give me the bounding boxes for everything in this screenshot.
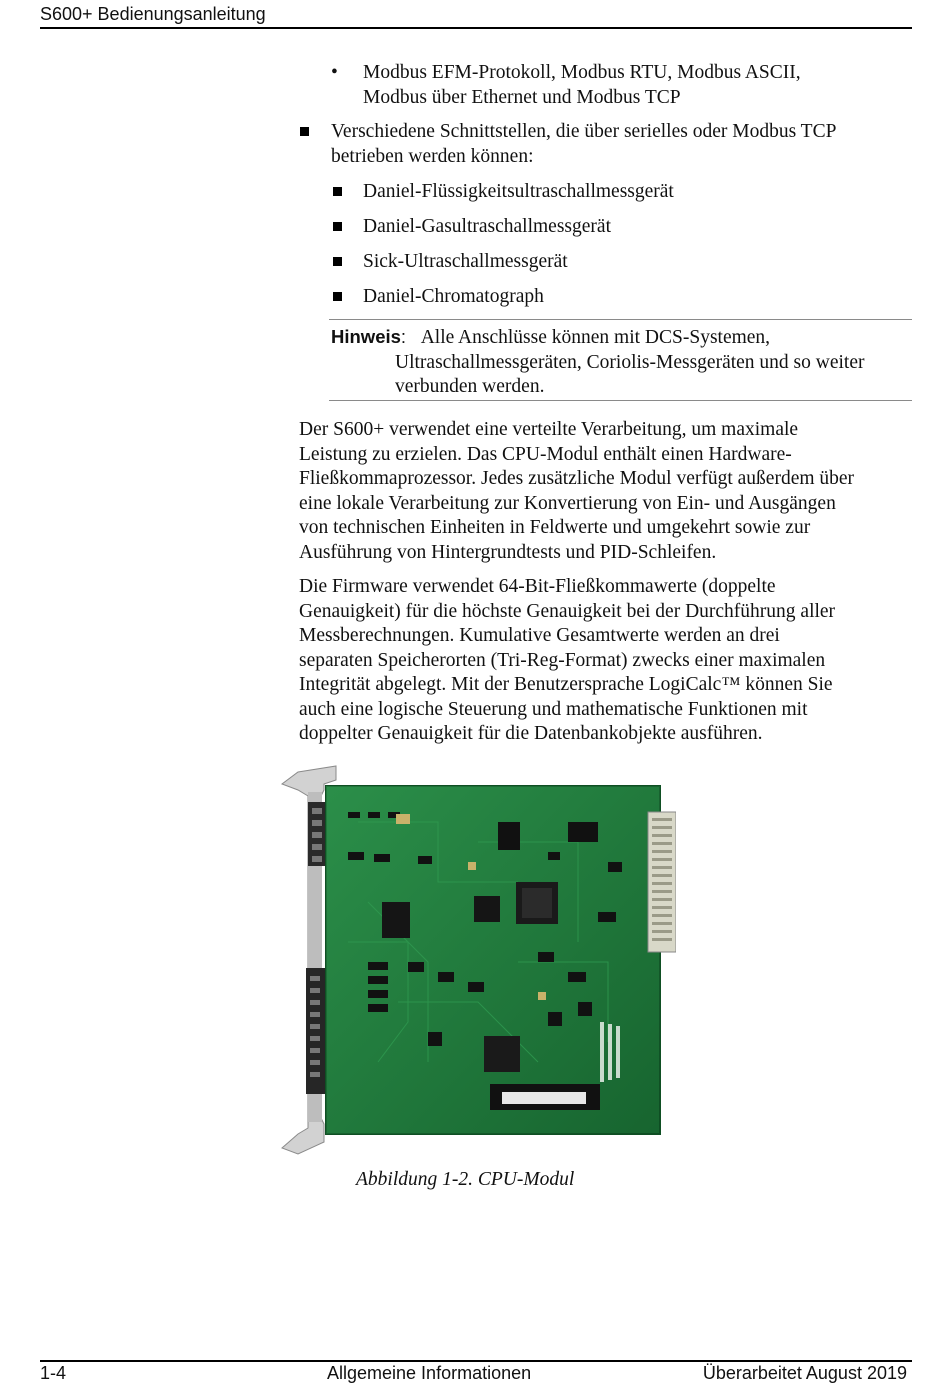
text-line: eine lokale Verarbeitung zur Konvertierung von Ein- und Ausgängen [299, 492, 836, 514]
section-title: Allgemeine Informationen [327, 1363, 532, 1383]
square-bullet-icon [333, 187, 342, 196]
text-line: Ultraschallmessgeräten, Coriolis-Messgeräten und so weiter [395, 351, 865, 373]
note-top-rule [329, 319, 912, 320]
revision-date: Überarbeitet August 2019 [702, 1363, 907, 1383]
text-line: verbunden werden. [395, 376, 545, 397]
note-bottom-rule [329, 400, 912, 401]
bullet-dot-icon: • [331, 62, 338, 83]
text-line: Der S600+ verwendet eine verteilte Verarbeitung, um maximale [299, 419, 799, 440]
header-rule [40, 27, 912, 29]
text-line: Modbus EFM-Protokoll, Modbus RTU, Modbus ASCII, [363, 62, 801, 83]
text-line: Die Firmware verwendet 64-Bit-Fließkommawerte (doppelte [299, 576, 776, 597]
text-line: Daniel-Gasultraschallmessgerät [363, 216, 611, 237]
text-line: betrieben werden können: [331, 145, 534, 167]
bullet-dot-item [331, 61, 891, 110]
body-paragraph [299, 575, 914, 747]
text-line: Modbus über Ethernet und Modbus TCP [363, 86, 681, 108]
text-line: doppelter Genauigkeit für die Datenbankobjekte ausführen. [299, 723, 763, 744]
text-line: Messberechnungen. Kumulative Gesamtwerte werden an drei [299, 625, 780, 646]
footer-rule [40, 1360, 912, 1362]
bullet-square-subitem [331, 215, 891, 240]
square-bullet-icon [300, 127, 309, 136]
text-line: Fließkommaprozessor. Jedes zusätzliche Modul verfügt außerdem über [299, 468, 855, 489]
text-line: Verschiedene Schnittstellen, die über serielles oder Modbus TCP [331, 121, 837, 142]
text-line: Integrität abgelegt. Mit der Benutzersprache LogiCalc™ können Sie [299, 674, 833, 695]
text-line: Daniel-Flüssigkeitsultraschallmessgerät [363, 181, 674, 202]
square-bullet-icon [333, 257, 342, 266]
page-number: 1-4 [40, 1363, 67, 1383]
figure-caption: Abbildung 1-2. CPU-Modul [356, 1169, 575, 1190]
bullet-square-subitem [331, 250, 891, 275]
text-line: Leistung zu erzielen. Das CPU-Modul enthält einen Hardware- [299, 443, 792, 465]
note-box: Hinweis: Alle Anschlüsse können mit DCS-Systemen, Ultraschallmessgeräten, Coriolis-Messgeräten und so weiter verbunden werden. [331, 325, 911, 400]
bullet-square-subitem [331, 285, 891, 310]
text-line: Alle Anschlüsse können mit DCS-Systemen, [420, 327, 771, 348]
square-bullet-icon [333, 292, 342, 301]
text-line: Genauigkeit) für die höchste Genauigkeit bei der Durchführung aller [299, 600, 836, 622]
text-line: von technischen Einheiten in Feldwerte und umgekehrt sowie zur [299, 517, 811, 538]
square-bullet-icon [333, 222, 342, 231]
bullet-square-item [299, 120, 912, 169]
note-label: Hinweis [331, 326, 401, 347]
text-line: auch eine logische Steuerung und mathematische Funktionen mit [299, 698, 808, 720]
body-paragraph [299, 418, 914, 565]
running-header: S600+ Bedienungsanleitung [40, 4, 266, 24]
text-line: Ausführung von Hintergrundtests und PID-Schleifen. [299, 541, 717, 563]
cpu-module-photo [278, 762, 676, 1158]
text-line: Daniel-Chromatograph [363, 286, 544, 307]
text-line: separaten Speicherorten (Tri-Reg-Format) zwecks einer maximalen [299, 649, 826, 671]
bullet-square-subitem [331, 180, 891, 205]
text-line: Sick-Ultraschallmessgerät [363, 251, 568, 272]
